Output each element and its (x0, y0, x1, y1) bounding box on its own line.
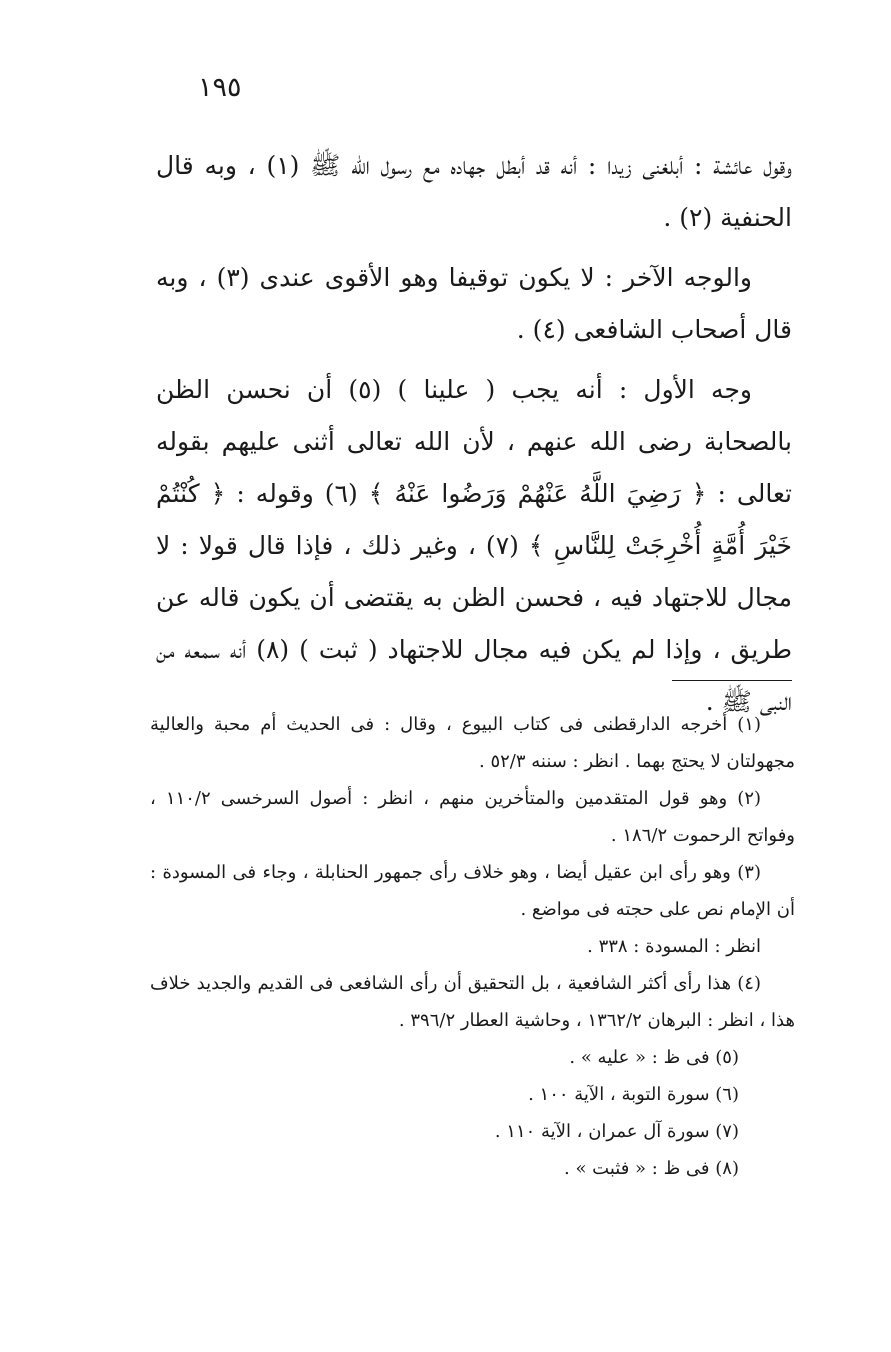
footnote-8: (٨) فى ظ : « فثبت » . (564, 1158, 739, 1179)
paragraph-aisha-saying: وقول عائشة : أبلغنى زيدا : أنه قد أبطل جهاده مع رسول الله ﷺ (١) ، وبه قال الحنفية (٢) . (156, 151, 792, 232)
main-text (156, 140, 792, 736)
footnote-3-reference: انظر : المسودة : ٣٣٨ . (587, 936, 761, 957)
footnote-6: (٦) سورة التوبة ، الآية ١٠٠ . (528, 1084, 739, 1105)
footnote-2: (٢) وهو قول المتقدمين والمتأخرين منهم ، انظر : أصول السرخسى ١١٠/٢ ، وفواتح الرحموت ١٨٦/٢ . (150, 788, 795, 846)
footnote-7: (٧) سورة آل عمران ، الآية ١١٠ . (494, 1121, 739, 1142)
paragraph-second-view: والوجه الآخر : لا يكون توقيفا وهو الأقوى عندى (٣) ، وبه قال أصحاب الشافعى (٤) . (156, 263, 792, 344)
paragraph-first-view-argument: وجه الأول : أنه يجب ( علينا ) (٥) أن نحسن الظن بالصحابة رضى الله عنهم ، لأن الله تعالى أثنى عليهم بقوله تعالى : ﴿ رَضِيَ اللَّهُ عَنْهُمْ وَرَضُوا عَنْهُ ﴾ (٦) وقوله : ﴿ كُنْتُمْ خَيْرَ أُمَّةٍ أُخْرِجَتْ لِلنَّاسِ ﴾ (٧) ، وغير ذلك ، فإذا قال قولا : لا مجال للاجتهاد فيه ، فحسن الظن به يقتضى أن يكون قاله عن طريق ، وإذا لم يكن فيه مجال للاجتهاد ( ثبت ) (٨) أنه سمعه من النبى ﷺ . (156, 375, 792, 716)
footnote-3: (٣) وهو رأى ابن عقيل أيضا ، وهو خلاف رأى جمهور الحنابلة ، وجاء فى المسودة : أن الإمام نص على حجته فى مواضع . (150, 862, 795, 920)
page-number: ١٩٥ (198, 72, 242, 103)
footnote-divider (672, 680, 792, 681)
footnote-4: (٤) هذا رأى أكثر الشافعية ، بل التحقيق أن رأى الشافعى فى القديم والجديد خلاف هذا ، انظر : البرهان ١٣٦٢/٢ ، وحاشية العطار ٣٩٦/٢ . (150, 973, 795, 1031)
footnote-1: (١) أخرجه الدارقطنى فى كتاب البيوع ، وقال : فى الحديث أم محبة والعالية مجهولتان لا يحتج بهما . انظر : سننه ٥٢/٣ . (150, 714, 795, 772)
footnote-5: (٥) فى ظ : « عليه » . (569, 1047, 739, 1068)
footnotes (150, 706, 795, 1187)
